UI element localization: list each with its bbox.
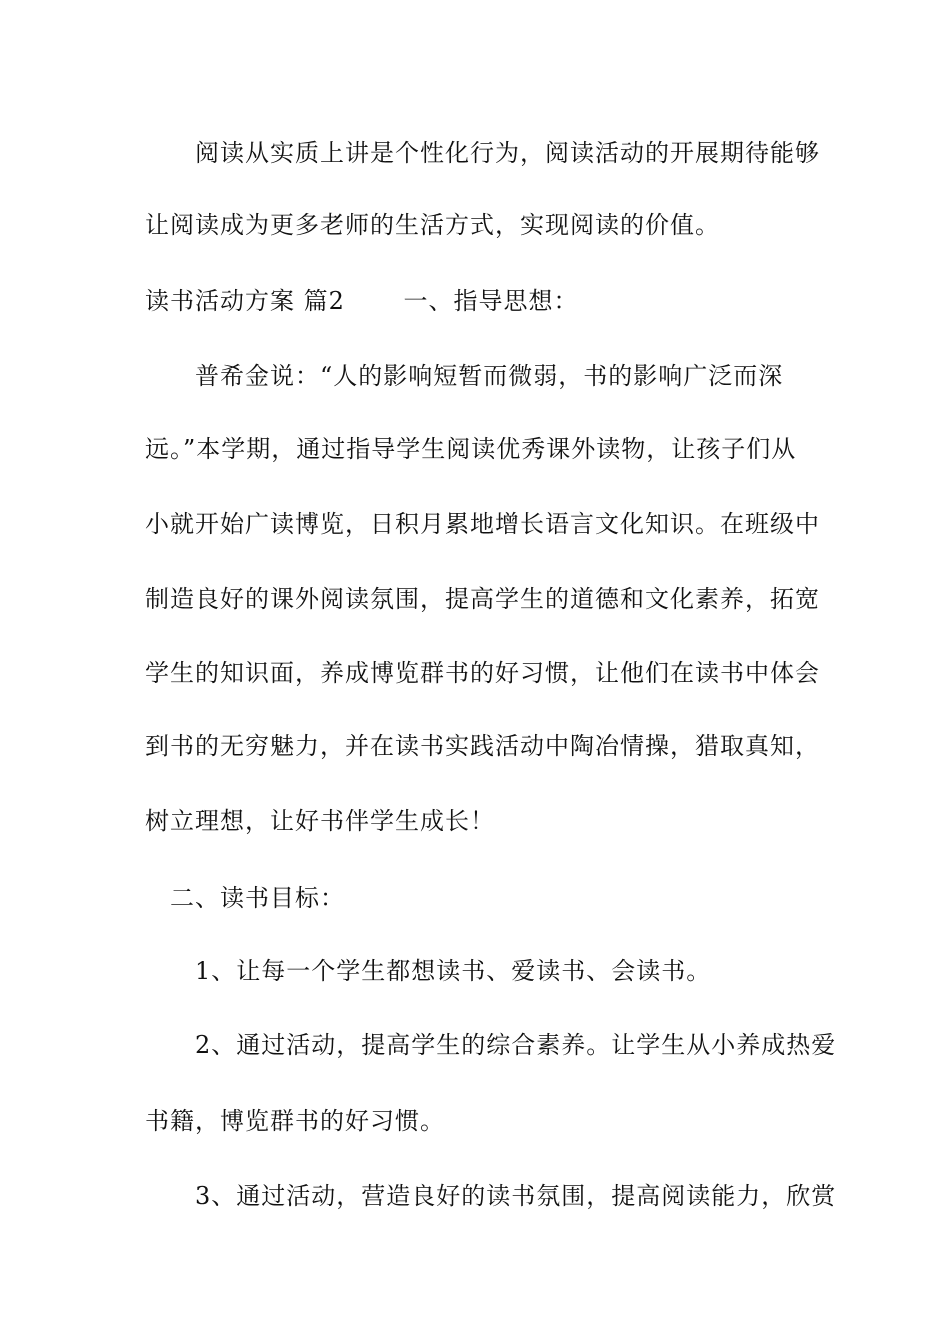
- paragraph-line: 让阅读成为更多老师的生活方式，实现阅读的价值。: [145, 211, 720, 239]
- list-item: 2、通过活动，提高学生的综合素养。让学生从小养成热爱: [195, 1031, 837, 1059]
- section-heading: 二、读书目标：: [170, 884, 345, 912]
- paragraph-line: 普希金说：“人的影响短暂而微弱，书的影响广泛而深: [195, 362, 784, 390]
- paragraph-line: 到书的无穷魅力，并在读书实践活动中陶冶情操，猎取真知，: [145, 732, 820, 760]
- paragraph-line: 阅读从实质上讲是个性化行为，阅读活动的开展期待能够: [195, 139, 820, 167]
- paragraph-line: 书籍，博览群书的好习惯。: [145, 1107, 445, 1135]
- paragraph-line: 小就开始广读博览，日积月累地增长语言文化知识。在班级中: [145, 510, 820, 538]
- paragraph-line: 远。”本学期，通过指导学生阅读优秀课外读物，让孩子们从: [145, 435, 797, 463]
- list-item: 3、通过活动，营造良好的读书氛围，提高阅读能力，欣赏: [195, 1182, 837, 1210]
- paragraph-line: 制造良好的课外阅读氛围，提高学生的道德和文化素养，拓宽: [145, 585, 820, 613]
- paragraph-line: 树立理想，让好书伴学生成长！: [145, 807, 495, 835]
- section-heading: 读书活动方案 篇2 一、指导思想：: [145, 287, 579, 315]
- list-item: 1、让每一个学生都想读书、爱读书、会读书。: [195, 957, 712, 985]
- paragraph-line: 学生的知识面，养成博览群书的好习惯，让他们在读书中体会: [145, 659, 820, 687]
